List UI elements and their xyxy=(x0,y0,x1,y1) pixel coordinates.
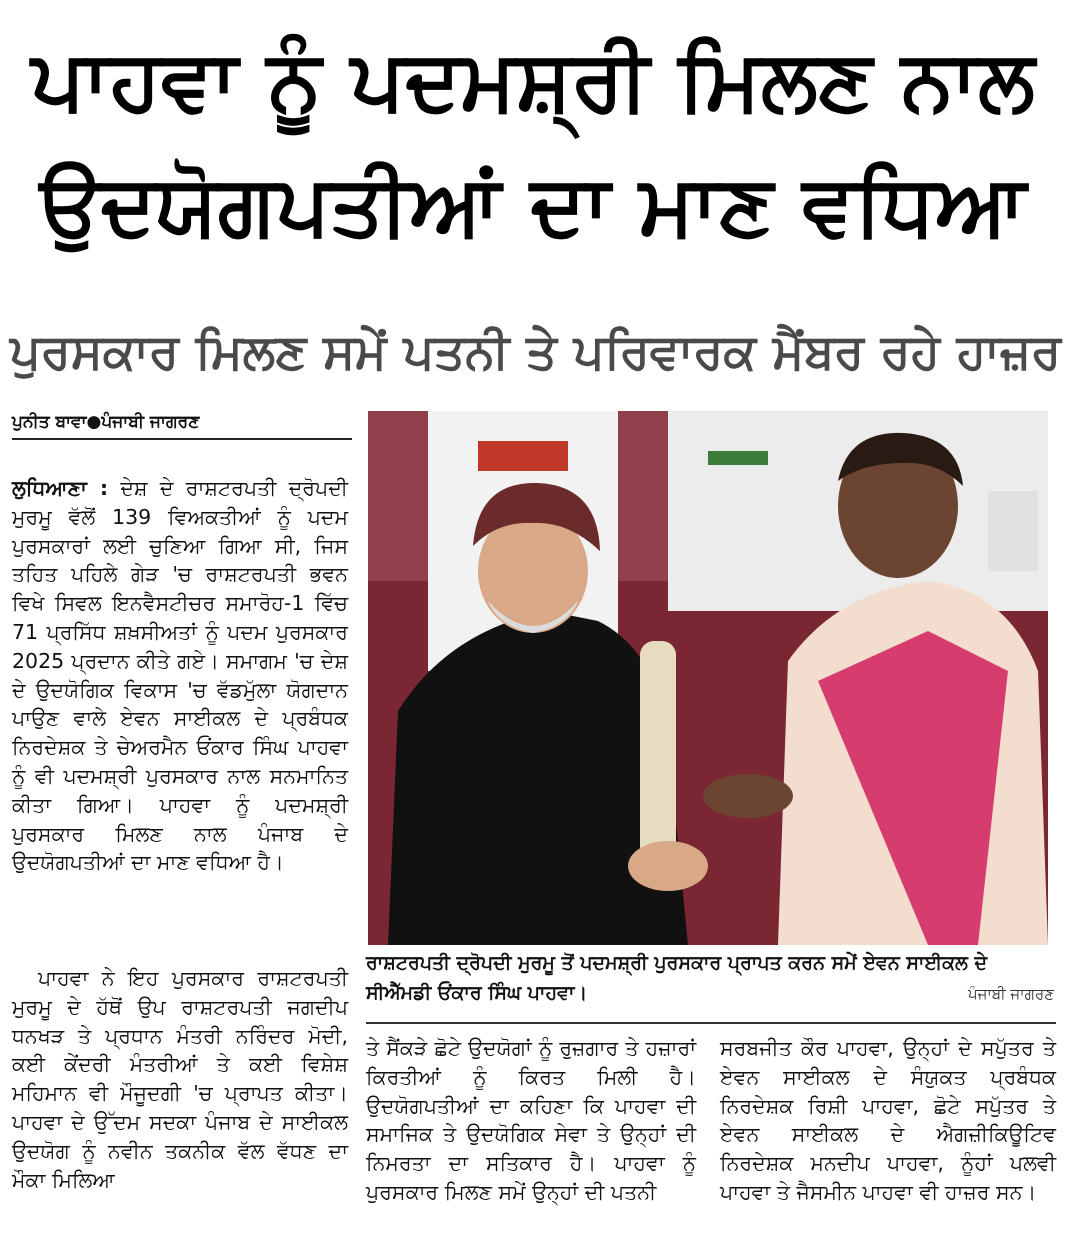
article-paragraph-2: ਪਾਹਵਾ ਨੇ ਇਹ ਪੁਰਸਕਾਰ ਰਾਸ਼ਟਰਪਤੀ ਮੁਰਮੂ ਦੇ ਹੱਥੋਂ ਉਪ ਰਾਸ਼ਟਰਪਤੀ ਜਗਦੀਪ ਧਨਖੜ ਤੇ ਪ੍ਰਧਾਨ ਮੰਤਰੀ ਨਰਿੰਦਰ ਮੋਦੀ, ਕਈ ਕੇਂਦਰੀ ਮੰਤਰੀਆਂ ਤੇ ਕਈ ਵਿਸ਼ੇਸ਼ ਮਹਿਮਾਨ ਵੀ ਮੌਜੂਦਗੀ 'ਚ ਪ੍ਰਾਪਤ ਕੀਤਾ। ਪਾਹਵਾ ਦੇ ਉੱਦਮ ਸਦਕਾ ਪੰਜਾਬ ਦੇ ਸਾਈਕਲ ਉਦਯੋਗ ਨੂੰ ਨਵੀਨ ਤਕਨੀਕ ਵੱਲ ਵੱਧਣ ਦਾ ਮੌਕਾ ਮਿਲਿਆ xyxy=(12,966,348,1192)
article-paragraph-3: ਤੇ ਸੈਂਕੜੇ ਛੋਟੇ ਉਦਯੋਗਾਂ ਨੂੰ ਰੁਜ਼ਗਾਰ ਤੇ ਹਜ਼ਾਰਾਂ ਕਿਰਤੀਆਂ ਨੂੰ ਕਿਰਤ ਮਿਲੀ ਹੈ। ਉਦਯੋਗਪਤੀਆਂ ਦਾ ਕਹਿਣਾ ਕਿ ਪਾਹਵਾ ਦੀ ਸਮਾਜਿਕ ਤੇ ਉਦਯੋਗਿਕ ਸੇਵਾ ਤੇ ਉਨ੍ਹਾਂ ਦੀ ਨਿਮਰਤਾ ਦਾ ਸਤਿਕਾਰ ਹੈ। ਪਾਹਵਾ ਨੂੰ ਪੁਰਸਕਾਰ ਮਿਲਣ ਸਮੇਂ ਉਨ੍ਹਾਂ ਦੀ ਪਤਨੀ xyxy=(366,1036,696,1204)
photo-credit: ਪੰਜਾਬੀ ਜਾਗਰਣ xyxy=(968,985,1054,1003)
news-photo xyxy=(368,411,1048,945)
headline-line-2: ਉਦਯੋਗਪਤੀਆਂ ਦਾ ਮਾਣ ਵਧਿਆ xyxy=(39,156,1027,254)
headline-line-1: ਪਾਹਵਾ ਨੂੰ ਪਦਮਸ਼੍ਰੀ ਮਿਲਣ ਨਾਲ xyxy=(31,31,1035,129)
subheadline: ਪੁਰਸਕਾਰ ਮਿਲਣ ਸਮੇਂ ਪਤਨੀ ਤੇ ਪਰਿਵਾਰਕ ਮੈਂਬਰ ਰਹੇ ਹਾਜ਼ਰ xyxy=(10,324,1061,380)
byline xyxy=(12,408,199,436)
photo-illustration xyxy=(368,411,1048,945)
article-paragraph-1: ਦੇਸ਼ ਦੇ ਰਾਸ਼ਟਰਪਤੀ ਦ੍ਰੋਪਦੀ ਮੁਰਮੂ ਵੱਲੋਂ 139 ਵਿਅਕਤੀਆਂ ਨੂੰ ਪਦਮ ਪੁਰਸਕਾਰਾਂ ਲਈ ਚੁਣਿਆ ਗਿਆ ਸੀ, ਜਿਸ ਤਹਿਤ ਪਹਿਲੇ ਗੇੜ 'ਚ ਰਾਸ਼ਟਰਪਤੀ ਭਵਨ ਵਿਖੇ ਸਿਵਲ ਇਨਵੈਸਟੀਚਰ ਸਮਾਰੋਹ-1 ਵਿੱਚ 71 ਪ੍ਰਸਿੱਧ ਸ਼ਖ਼ਸੀਅਤਾਂ ਨੂੰ ਪਦਮ ਪੁਰਸਕਾਰ 2025 ਪ੍ਰਦਾਨ ਕੀਤੇ ਗਏ। ਸਮਾਗਮ 'ਚ ਦੇਸ਼ ਦੇ ਉਦਯੋਗਿਕ ਵਿਕਾਸ 'ਚ ਵੱਡਮੁੱਲਾ ਯੋਗਦਾਨ ਪਾਉਣ ਵਾਲੇ ਏਵਨ ਸਾਈਕਲ ਦੇ ਪ੍ਰਬੰਧਕ ਨਿਰਦੇਸ਼ਕ ਤੇ ਚੇਅਰਮੈਨ ਓਂਕਾਰ ਸਿੰਘ ਪਾਹਵਾ ਨੂੰ ਵੀ ਪਦਮਸ਼੍ਰੀ ਪੁਰਸਕਾਰ ਨਾਲ ਸਨਮਾਨਿਤ ਕੀਤਾ ਗਿਆ। ਪਾਹਵਾ ਨੂੰ ਪਦਮਸ਼੍ਰੀ ਪੁਰਸਕਾਰ ਮਿਲਣ ਨਾਲ ਪੰਜਾਬ ਦੇ ਉਦਯੋਗਪਤੀਆਂ ਦਾ ਮਾਣ ਵਧਿਆ ਹੈ। xyxy=(12,476,348,875)
caption-rule xyxy=(366,1022,1056,1024)
byline-rule xyxy=(12,438,352,440)
photo-caption: ਰਾਸ਼ਟਰਪਤੀ ਦ੍ਰੋਪਦੀ ਮੁਰਮੂ ਤੋਂ ਪਦਮਸ਼੍ਰੀ ਪੁਰਸਕਾਰ ਪ੍ਰਾਪਤ ਕਰਨ ਸਮੇਂ ਏਵਨ ਸਾਈਕਲ ਦੇ ਸੀਐੱਮਡੀ ਓਂਕਾਰ ਸਿੰਘ ਪਾਹਵਾ। xyxy=(366,952,988,1004)
article-column-1 xyxy=(12,474,348,877)
dateline: ਲੁਧਿਆਣਾ : xyxy=(12,476,109,500)
byline-text: ਪੁਨੀਤ ਬਾਵਾ●ਪੰਜਾਬੀ ਜਾਗਰਣ xyxy=(12,412,200,432)
article-paragraph-4: ਸਰਬਜੀਤ ਕੌਰ ਪਾਹਵਾ, ਉਨ੍ਹਾਂ ਦੇ ਸਪੁੱਤਰ ਤੇ ਏਵਨ ਸਾਈਕਲ ਦੇ ਸੰਯੁਕਤ ਪ੍ਰਬੰਧਕ ਨਿਰਦੇਸ਼ਕ ਰਿਸ਼ੀ ਪਾਹਵਾ, ਛੋਟੇ ਸਪੁੱਤਰ ਤੇ ਏਵਨ ਸਾਈਕਲ ਦੇ ਐਗਜ਼ੀਕਿਊਟਿਵ ਨਿਰਦੇਸ਼ਕ ਮਨਦੀਪ ਪਾਹਵਾ, ਨੂੰਹਾਂ ਪਲਵੀ ਪਾਹਵਾ ਤੇ ਜੈਸਮੀਨ ਪਾਹਵਾ ਵੀ ਹਾਜ਼ਰ ਸਨ। xyxy=(720,1036,1056,1204)
